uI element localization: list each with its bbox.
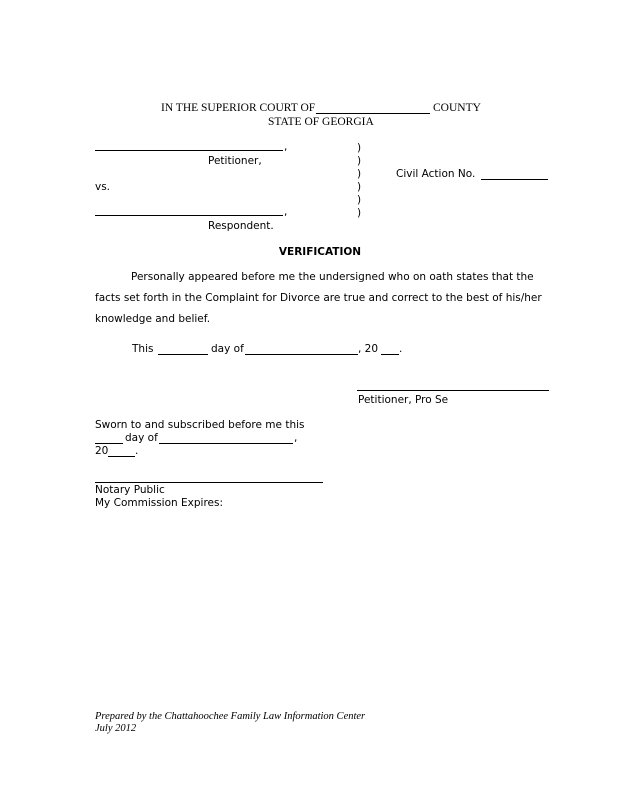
day-of-label: day of: [211, 343, 244, 355]
respondent-name-blank[interactable]: [95, 215, 283, 216]
respondent-comma: ,: [284, 206, 288, 218]
court-suffix: COUNTY: [433, 102, 481, 114]
bracket: ): [357, 168, 362, 180]
county-blank[interactable]: [316, 113, 430, 114]
vs-label: vs.: [95, 181, 111, 193]
body-line-1: Personally appeared before me the undersigned who on oath states that the: [131, 271, 534, 283]
bracket: ): [357, 155, 362, 167]
notary-public-label: Notary Public: [95, 484, 165, 496]
petitioner-label: Petitioner,: [208, 155, 262, 167]
petitioner-signature-line[interactable]: [357, 390, 549, 391]
state-heading: STATE OF GEORGIA: [268, 116, 374, 128]
notary-year-prefix: 20: [95, 445, 109, 457]
signature-label: Petitioner, Pro Se: [358, 394, 449, 406]
commission-label: My Commission Expires:: [95, 497, 223, 509]
notary-day-blank[interactable]: [95, 443, 123, 444]
year-prefix: , 20: [358, 343, 379, 355]
notary-year-blank[interactable]: [108, 456, 135, 457]
footer-prepared: Prepared by the Chattahoochee Family Law Information Center: [95, 711, 366, 722]
body-line-2: facts set forth in the Complaint for Divorce are true and correct to the best of his/her: [95, 292, 542, 304]
notary-period: .: [135, 445, 139, 457]
document-title: VERIFICATION: [278, 246, 362, 258]
court-prefix: IN THE SUPERIOR COURT OF: [161, 102, 316, 114]
month-blank[interactable]: [245, 354, 358, 355]
body-line-3: knowledge and belief.: [95, 313, 211, 325]
date-period: .: [399, 343, 403, 355]
bracket: ): [357, 142, 362, 154]
bracket: ): [357, 181, 362, 193]
respondent-label: Respondent.: [208, 220, 274, 232]
petitioner-comma: ,: [284, 141, 288, 153]
bracket: ): [357, 207, 362, 219]
day-blank[interactable]: [158, 354, 208, 355]
year-blank[interactable]: [381, 354, 399, 355]
notary-signature-line[interactable]: [95, 482, 323, 483]
notary-month-blank[interactable]: [159, 443, 293, 444]
footer-date: July 2012: [95, 723, 137, 734]
petitioner-name-blank[interactable]: [95, 150, 283, 151]
civil-action-label: Civil Action No.: [396, 168, 476, 180]
this-label: This: [132, 343, 154, 355]
sworn-text: Sworn to and subscribed before me this: [95, 419, 305, 431]
notary-comma: ,: [294, 432, 298, 444]
civil-action-number-blank[interactable]: [481, 179, 548, 180]
bracket: ): [357, 194, 362, 206]
notary-day-of: day of: [125, 432, 158, 444]
